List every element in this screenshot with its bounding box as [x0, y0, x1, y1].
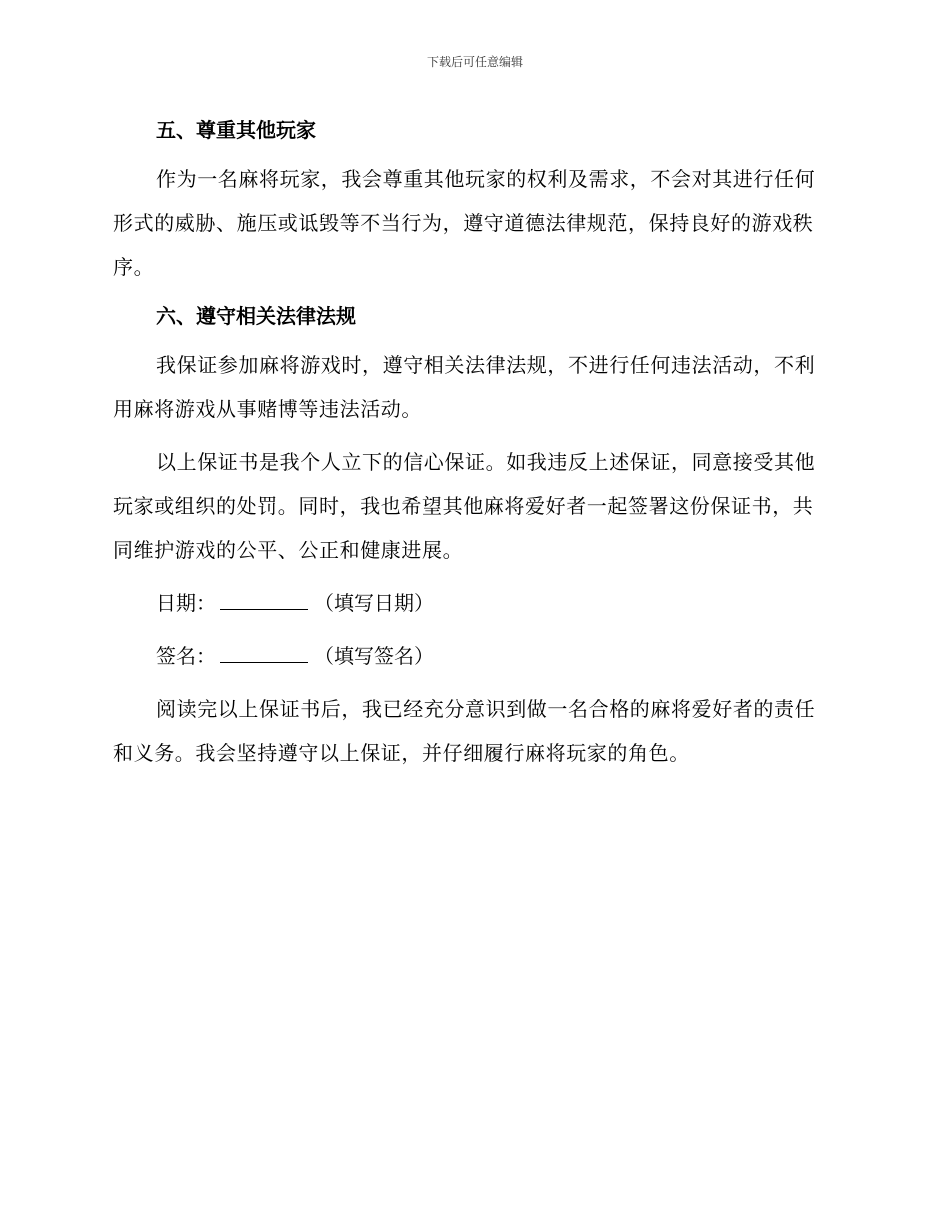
section-heading-respect-players: 五、尊重其他玩家: [156, 118, 316, 142]
date-label: 日期：: [156, 591, 216, 615]
document-body: [113, 112, 833, 784]
signature-field-row: [113, 634, 833, 678]
section-heading-obey-laws: 六、遵守相关法律法规: [156, 304, 356, 328]
signature-hint: （填写签名）: [314, 644, 434, 668]
section-paragraph-respect-players: 作为一名麻将玩家，我会尊重其他玩家的权利及需求，不会对其进行任何形式的威胁、施压或诋毁等不当行为，遵守道德法律规范，保持良好的游戏秩序。: [113, 167, 816, 279]
section-paragraph-obey-laws: 我保证参加麻将游戏时，遵守相关法律法规，不进行任何违法活动，不利用麻将游戏从事赌博等违法活动。: [113, 353, 816, 421]
page-header: 下载后可任意编辑: [426, 55, 523, 69]
signature-blank-line[interactable]: [220, 648, 308, 663]
date-field-row: [113, 581, 833, 625]
closing-paragraph: 以上保证书是我个人立下的信心保证。如我违反上述保证，同意接受其他玩家或组织的处罚。同时，我也希望其他麻将爱好者一起签署这份保证书，共同维护游戏的公平、公正和健康进展。: [113, 450, 816, 562]
date-blank-line[interactable]: [220, 595, 308, 610]
final-paragraph: 阅读完以上保证书后，我已经充分意识到做一名合格的麻将爱好者的责任和义务。我会坚持遵守以上保证，并仔细履行麻将玩家的角色。: [113, 697, 816, 765]
signature-label: 签名：: [156, 644, 216, 668]
date-hint: （填写日期）: [314, 591, 434, 615]
